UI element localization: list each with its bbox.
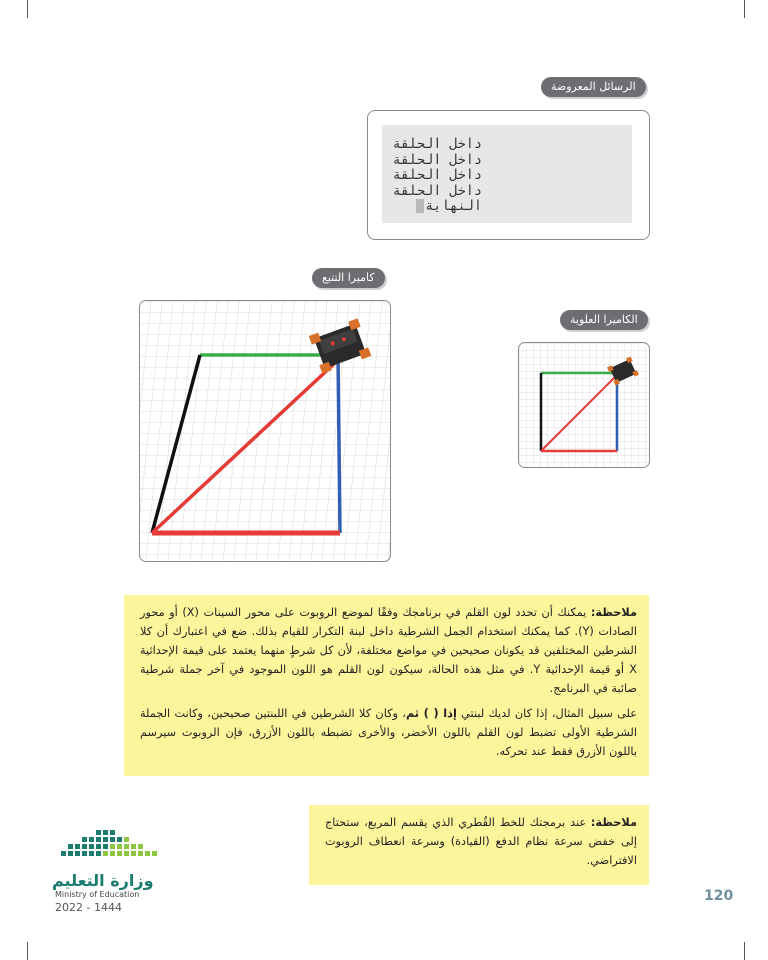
note-text: على سبيل المثال، إذا كان لديك لبنتي [456,707,638,720]
console-line: داخل الحلقة [392,182,482,199]
note-pen-color [124,595,649,776]
ministry-emblem-icon [52,828,162,870]
crop-mark [27,942,28,960]
edition-year: 2022 - 1444 [55,901,122,914]
console-line-last [393,199,482,215]
note-paragraph [140,704,637,761]
ministry-name-ar: وزارة التعليم [52,871,154,890]
console-line: داخل الحلقة [392,167,482,183]
crop-mark [27,0,28,18]
console-line: داخل الحلقة [392,136,482,152]
crop-mark [744,942,745,960]
tracking-camera-scene [140,301,390,561]
note-diagonal-speed [309,805,649,885]
note-paragraph [325,813,637,870]
note-label: ملاحظة: [590,606,637,619]
page-number: 120 [704,888,734,904]
note-label: ملاحظة: [590,816,637,829]
console-line: داخل الحلقة [392,151,482,168]
crop-mark [744,0,745,18]
note-text: ، وكان كلا الشرطين في اللبنتين صحيحين، وكانت الجملة الشرطية الأولى تضبط لون القلم باللون الأخضر، والأخرى تضبطه باللون الأزرق، فإن الروبوت سيرسم باللون الأزرق فقط عند تحركه. [140,707,637,758]
ministry-logo [52,828,162,918]
note-paragraph [140,603,637,698]
tracking-camera-label: كاميرا التتبع [312,268,385,288]
top-camera-view [518,342,650,468]
note-text: يمكنك أن تحدد لون القلم في برنامجك وفقًا لموضع الروبوت على محور السينات (X) أو محور الصادات (Y). كما يمكنك استخدام الجمل الشرطية داخل لبنة التكرار للقيام بذلك. ضع في اعتبارك أن كلا الشرطين المختلفين قد يكونان صحيحين في مواضع مختلفة، لأن كل شرطٍ منهما يعتمد على قيمة الإحداثية X أو قيمة الإحداثية Y. في مثل هذه الحالة، سيكون لون القلم هو اللون الموجود في آخر جملة شرطية صائبة في البرنامج. [140,606,638,695]
blue-line [338,355,340,533]
text-cursor [416,199,424,213]
code-keyword: إذا ( ) ثم [405,707,457,720]
tracking-camera-view [139,300,391,562]
top-camera-label: الكاميرا العلوية [560,310,648,330]
console-line: النهاية [425,198,482,214]
top-camera-scene [519,343,649,467]
console-output [382,125,632,223]
ministry-name-en: Ministry of Education [55,890,140,899]
displayed-messages-label: الرسائل المعروضة [541,77,646,97]
note-text: عند برمجتك للخط القُطري الذي يقسم المربع، ستحتاج إلى خفض سرعة نظام الدفع (القيادة) وسرعة انعطاف الروبوت الافتراضي. [325,816,637,867]
console-panel [367,110,650,240]
